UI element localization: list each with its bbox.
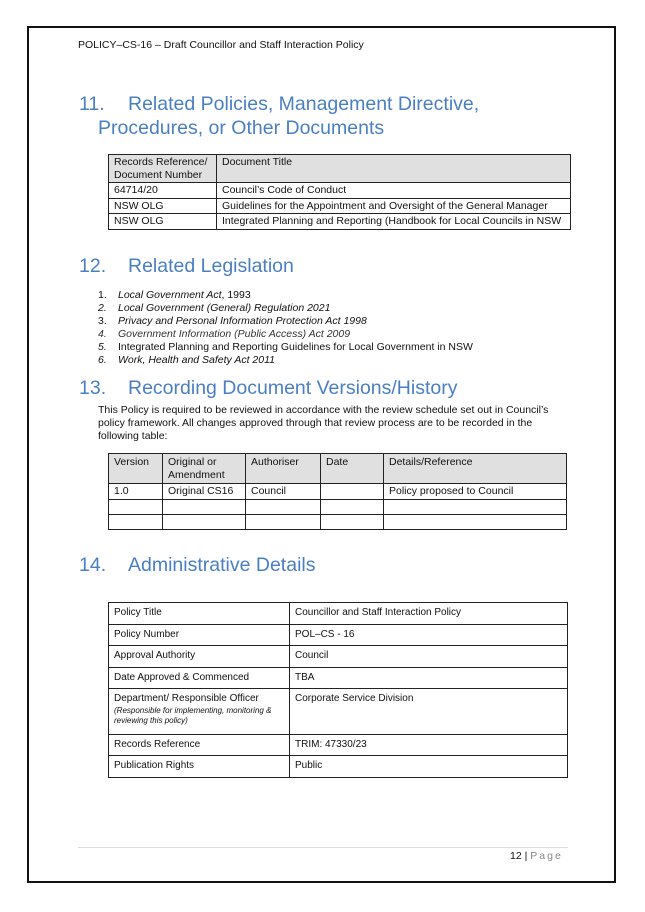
section-number: 11. — [79, 93, 105, 115]
section-title: Recording Document Versions/History — [128, 377, 458, 399]
document-header: POLICY–CS-16 – Draft Councillor and Staff Interaction Policy — [78, 39, 364, 51]
page-label: Page — [530, 850, 563, 862]
list-item-text: Integrated Planning and Reporting Guidelines for Local Government in NSW — [118, 341, 473, 353]
footer-separator: | — [524, 850, 528, 862]
table-row — [109, 756, 568, 778]
related-documents-table — [108, 154, 571, 230]
table-row — [109, 484, 567, 500]
list-item-suffix: , 1993 — [221, 289, 251, 301]
table-cell — [246, 514, 321, 529]
section-title: Administrative Details — [128, 554, 316, 576]
section-number: 13. — [79, 377, 107, 399]
table-row — [109, 499, 567, 514]
table-cell — [163, 514, 246, 529]
column-header: Document Title — [217, 155, 571, 183]
column-header: Date — [321, 454, 384, 484]
table-cell — [109, 499, 163, 514]
row-value: POL–CS - 16 — [290, 624, 568, 646]
list-number: 5. — [98, 341, 107, 353]
section-12-heading — [79, 254, 294, 278]
row-value: Public — [290, 756, 568, 778]
table-cell: Policy proposed to Council — [384, 484, 567, 500]
list-item — [98, 315, 473, 328]
list-item-text: Privacy and Personal Information Protection Act 1998 — [118, 315, 367, 327]
list-number: 4. — [98, 328, 107, 340]
table-row — [109, 183, 571, 199]
table-header-row — [109, 454, 567, 484]
row-label: Records Reference — [109, 734, 290, 756]
table-row — [109, 624, 568, 646]
list-number: 2. — [98, 302, 107, 314]
list-item — [98, 354, 473, 367]
row-label — [109, 689, 290, 735]
table-header-row — [109, 155, 571, 183]
list-number: 3. — [98, 315, 107, 327]
footer-divider — [78, 847, 568, 848]
table-cell: Integrated Planning and Reporting (Handbook for Local Councils in NSW — [217, 214, 571, 230]
list-item-text: Work, Health and Safety Act 2011 — [118, 354, 275, 366]
table-cell: Council’s Code of Conduct — [217, 183, 571, 199]
list-number: 1. — [98, 289, 107, 301]
section-title-line1: Related Policies, Management Directive, — [128, 93, 480, 115]
table-cell: Guidelines for the Appointment and Oversight of the General Manager — [217, 198, 571, 214]
table-cell — [384, 514, 567, 529]
table-row — [109, 734, 568, 756]
column-header: Authoriser — [246, 454, 321, 484]
section-number: 12. — [79, 255, 107, 277]
table-cell: 64714/20 — [109, 183, 217, 199]
table-cell — [163, 499, 246, 514]
list-item-text: Local Government Act — [118, 289, 222, 301]
column-header: Details/Reference — [384, 454, 567, 484]
row-label: Approval Authority — [109, 646, 290, 668]
row-value: Corporate Service Division — [290, 689, 568, 735]
table-cell: NSW OLG — [109, 214, 217, 230]
list-item-text: Government Information (Public Access) Act 2009 — [118, 328, 351, 340]
page-number: 12 — [510, 850, 522, 862]
table-cell — [321, 484, 384, 500]
page-footer — [510, 850, 563, 862]
column-header: Version — [109, 454, 163, 484]
list-item-text: Local Government (General) Regulation 2021 — [118, 302, 331, 314]
version-history-table — [108, 453, 567, 530]
section-13-heading — [79, 376, 457, 400]
table-row — [109, 689, 568, 735]
table-row — [109, 646, 568, 668]
row-label: Policy Number — [109, 624, 290, 646]
administrative-details-table — [108, 602, 568, 778]
row-value: Councillor and Staff Interaction Policy — [290, 603, 568, 625]
row-value: TBA — [290, 667, 568, 689]
row-label: Publication Rights — [109, 756, 290, 778]
row-sublabel: (Responsible for implementing, monitoring & reviewing this policy) — [114, 705, 272, 725]
list-number: 6. — [98, 354, 107, 366]
table-cell — [321, 514, 384, 529]
section-number: 14. — [79, 554, 107, 576]
column-header: Original or Amendment — [163, 454, 246, 484]
legislation-list — [98, 289, 473, 367]
table-row — [109, 514, 567, 529]
list-item — [98, 302, 473, 315]
table-row — [109, 214, 571, 230]
table-cell: Council — [246, 484, 321, 500]
section-14-heading — [79, 553, 315, 577]
table-cell — [246, 499, 321, 514]
list-item — [98, 328, 473, 341]
section-title-line2: Procedures, or Other Documents — [98, 117, 385, 139]
section-title: Related Legislation — [128, 255, 294, 277]
table-cell: Original CS16 — [163, 484, 246, 500]
section-11-heading — [79, 92, 479, 140]
versions-intro-paragraph: This Policy is required to be reviewed in accordance with the review schedule set out in Council’s policy framework. All changes approved through that review process are to be recorded in the following table: — [98, 404, 549, 442]
table-cell — [109, 514, 163, 529]
table-row — [109, 667, 568, 689]
row-label: Date Approved & Commenced — [109, 667, 290, 689]
row-value: Council — [290, 646, 568, 668]
list-item — [98, 289, 473, 302]
row-value: TRIM: 47330/23 — [290, 734, 568, 756]
table-cell: 1.0 — [109, 484, 163, 500]
row-label: Policy Title — [109, 603, 290, 625]
row-label-text: Department/ Responsible Officer — [114, 693, 259, 704]
table-cell — [384, 499, 567, 514]
table-cell: NSW OLG — [109, 198, 217, 214]
column-header: Records Reference/ Document Number — [109, 155, 217, 183]
table-cell — [321, 499, 384, 514]
list-item — [98, 341, 473, 354]
table-row — [109, 198, 571, 214]
table-row — [109, 603, 568, 625]
